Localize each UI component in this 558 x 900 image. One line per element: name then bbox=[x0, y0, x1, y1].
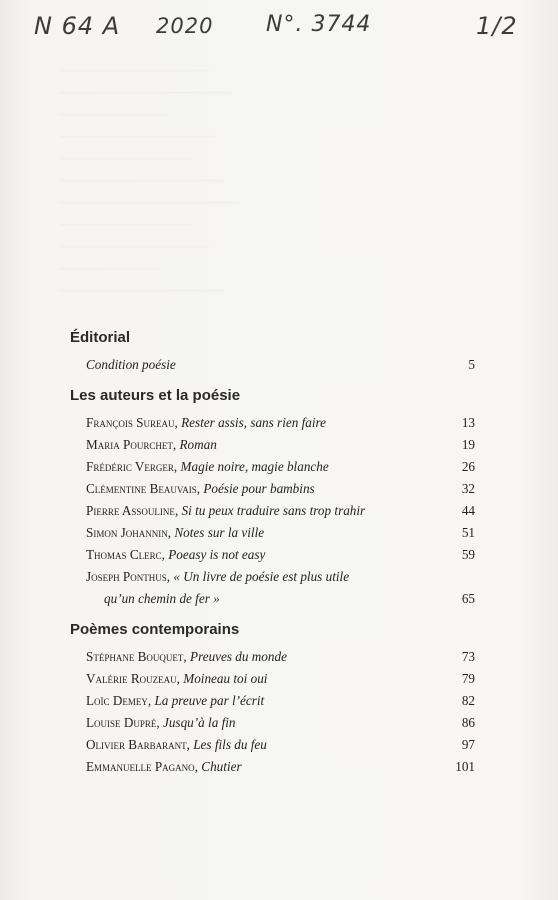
section-heading: Poèmes contemporains bbox=[70, 621, 240, 638]
entry-separator: , bbox=[161, 547, 169, 562]
entry-page-number: 32 bbox=[461, 481, 475, 496]
entry-title: Si tu peux traduire sans trop trahir bbox=[181, 503, 366, 518]
entry-text bbox=[86, 712, 445, 734]
entry-text bbox=[86, 412, 445, 434]
entry-author: Thomas Clerc bbox=[86, 547, 162, 562]
entry-page-number: 97 bbox=[461, 737, 475, 752]
entry-author: Emmanuelle Pagano bbox=[86, 759, 195, 774]
toc-entry[interactable] bbox=[86, 646, 475, 668]
entry-author: Olivier Barbarant bbox=[86, 737, 187, 752]
entry-author: Simon Johannin bbox=[86, 525, 168, 540]
entry-list bbox=[86, 412, 475, 610]
handwritten-year: 2020 bbox=[156, 14, 214, 38]
entry-text bbox=[86, 646, 445, 668]
toc-entry[interactable] bbox=[86, 668, 475, 690]
table-of-contents bbox=[70, 326, 475, 786]
entry-author: Clémentine Beauvais bbox=[86, 481, 197, 496]
entry-text bbox=[86, 456, 445, 478]
toc-entry[interactable] bbox=[86, 712, 475, 734]
entry-text bbox=[86, 690, 445, 712]
entry-separator: , bbox=[174, 503, 182, 518]
entry-title: Moineau toi oui bbox=[183, 671, 268, 686]
entry-title: Notes sur la ville bbox=[174, 525, 265, 540]
handwritten-number: N°. 3744 bbox=[266, 12, 372, 37]
entry-separator: , bbox=[176, 671, 184, 686]
entry-author: Joseph Ponthus bbox=[86, 569, 167, 584]
entry-text bbox=[86, 354, 445, 376]
entry-author: François Sureau bbox=[86, 415, 175, 430]
toc-entry[interactable] bbox=[86, 434, 475, 456]
entry-list bbox=[86, 354, 475, 376]
handwritten-volume: 1/2 bbox=[476, 12, 518, 40]
section-poemes-contemporains bbox=[70, 618, 475, 778]
entry-separator: , bbox=[174, 415, 182, 430]
entry-page-number: 26 bbox=[461, 459, 475, 474]
entry-author: Loïc Demey bbox=[86, 693, 148, 708]
entry-title: Jusqu’à la fin bbox=[162, 715, 236, 730]
entry-title: « Un livre de poésie est plus utile bbox=[173, 569, 350, 584]
toc-entry[interactable] bbox=[86, 354, 475, 376]
entry-author: Louise Dupré bbox=[86, 715, 157, 730]
toc-entry[interactable] bbox=[86, 544, 475, 566]
entry-title: Condition poésie bbox=[86, 357, 176, 372]
toc-entry[interactable] bbox=[86, 522, 475, 544]
bleed-through-text: ─────────────────── ────────────────────── ────────────── ──────────────────── ───────────────── ───────────────────── ─────────────────────── ───────────────── ─────────────────── ───────────── ───────────────────── bbox=[60, 65, 240, 297]
entry-list bbox=[86, 646, 475, 778]
entry-text bbox=[86, 500, 445, 522]
entry-page-number: 101 bbox=[455, 759, 475, 774]
entry-title: Roman bbox=[179, 437, 217, 452]
toc-entry[interactable] bbox=[86, 412, 475, 434]
entry-page-number: 44 bbox=[461, 503, 475, 518]
entry-text bbox=[86, 566, 445, 610]
entry-page-number: 79 bbox=[461, 671, 475, 686]
entry-separator: , bbox=[194, 759, 202, 774]
entry-page-number: 73 bbox=[461, 649, 475, 664]
entry-title: Poeasy is not easy bbox=[168, 547, 266, 562]
entry-separator: , bbox=[173, 459, 181, 474]
toc-entry[interactable] bbox=[86, 690, 475, 712]
entry-page-number: 13 bbox=[461, 415, 475, 430]
entry-text bbox=[86, 478, 445, 500]
entry-page-number: 82 bbox=[461, 693, 475, 708]
section-auteurs-poesie bbox=[70, 384, 475, 610]
entry-author: Maria Pourchet bbox=[86, 437, 173, 452]
entry-title: Poésie pour bambins bbox=[203, 481, 315, 496]
entry-author: Pierre Assouline bbox=[86, 503, 175, 518]
entry-text bbox=[86, 734, 445, 756]
entry-title-continuation: qu’un chemin de fer » bbox=[104, 591, 220, 606]
entry-author: Stéphane Bouquet bbox=[86, 649, 184, 664]
entry-text bbox=[86, 668, 445, 690]
entry-separator: , bbox=[156, 715, 163, 730]
entry-separator: , bbox=[167, 525, 175, 540]
entry-separator: , bbox=[196, 481, 204, 496]
entry-title: La preuve par l’écrit bbox=[154, 693, 265, 708]
entry-text bbox=[86, 434, 445, 456]
entry-page-number: 5 bbox=[468, 357, 475, 372]
toc-entry[interactable] bbox=[86, 734, 475, 756]
entry-author: Frédéric Verger bbox=[86, 459, 174, 474]
entry-title: Magie noire, magie blanche bbox=[180, 459, 329, 474]
toc-entry[interactable] bbox=[86, 478, 475, 500]
entry-separator: , bbox=[147, 693, 155, 708]
entry-title: Preuves du monde bbox=[190, 649, 287, 664]
entry-separator: , bbox=[172, 437, 180, 452]
entry-separator: , bbox=[186, 737, 194, 752]
toc-entry[interactable] bbox=[86, 756, 475, 778]
handwritten-code: N 64 A bbox=[34, 12, 121, 40]
section-heading: Éditorial bbox=[70, 329, 131, 346]
entry-page-number: 65 bbox=[461, 591, 475, 606]
section-heading: Les auteurs et la poésie bbox=[70, 387, 241, 404]
entry-page-number: 59 bbox=[461, 547, 475, 562]
entry-separator: , bbox=[183, 649, 191, 664]
entry-text bbox=[86, 522, 445, 544]
entry-text bbox=[86, 756, 445, 778]
toc-entry[interactable] bbox=[86, 456, 475, 478]
entry-title: Chutier bbox=[201, 759, 242, 774]
entry-page-number: 51 bbox=[461, 525, 475, 540]
entry-text bbox=[86, 544, 445, 566]
entry-page-number: 19 bbox=[461, 437, 475, 452]
handwritten-catalog-note bbox=[28, 12, 548, 52]
entry-title: Rester assis, sans rien faire bbox=[181, 415, 327, 430]
entry-page-number: 86 bbox=[461, 715, 475, 730]
toc-entry[interactable] bbox=[86, 566, 475, 610]
toc-entry[interactable] bbox=[86, 500, 475, 522]
entry-author: Valérie Rouzeau bbox=[86, 671, 177, 686]
entry-title: Les fils du feu bbox=[193, 737, 267, 752]
entry-separator: , bbox=[166, 569, 174, 584]
section-editorial bbox=[70, 326, 475, 376]
